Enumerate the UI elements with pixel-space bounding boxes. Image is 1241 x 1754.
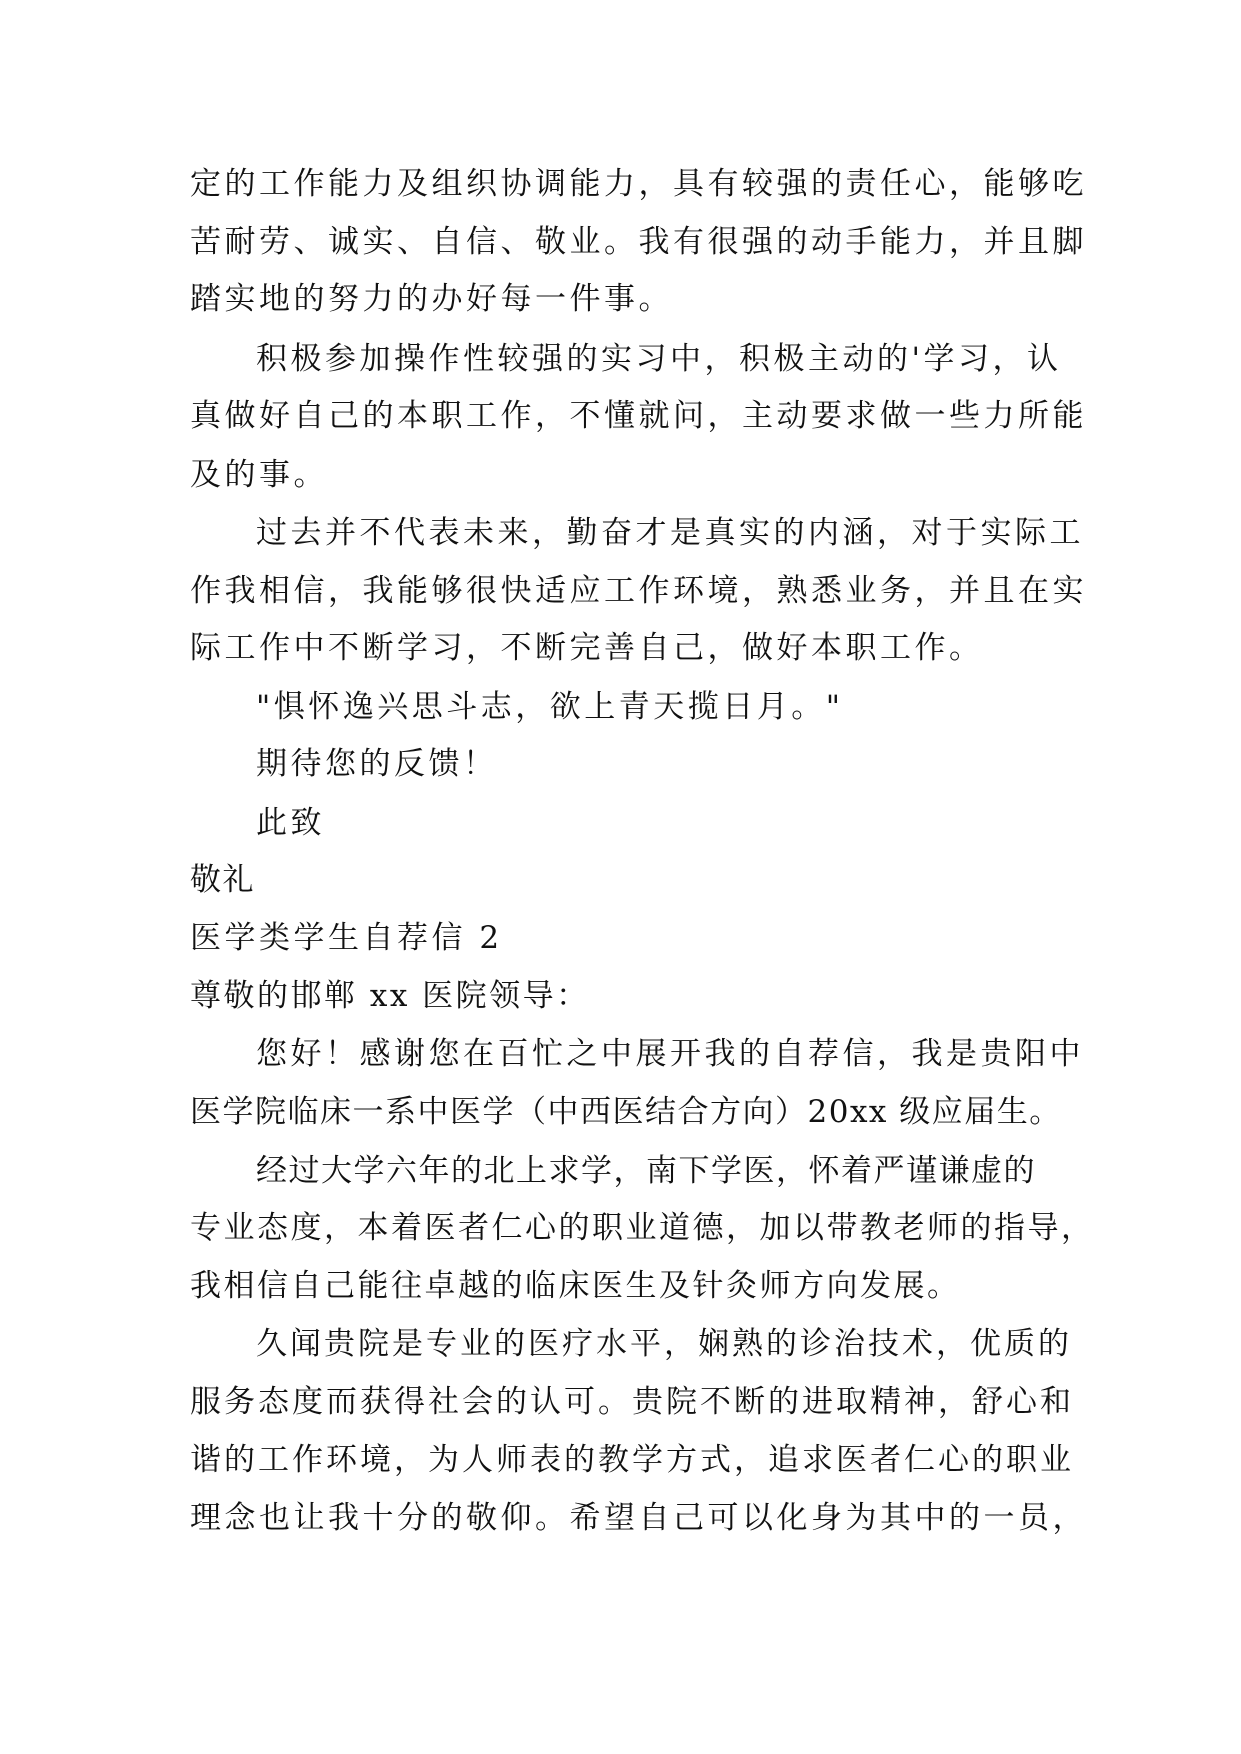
- body-text-line: 我相信自己能往卓越的临床医生及针灸师方向发展。: [190, 1268, 961, 1304]
- body-text-line: 服务态度而获得社会的认可。贵院不断的进取精神，舒心和: [190, 1384, 1074, 1420]
- paragraph-first-line: 您好！感谢您在百忙之中展开我的自荐信，我是贵阳中: [256, 1036, 1084, 1072]
- letter-greeting: 尊敬的邯郸 xx 医院领导：: [190, 978, 590, 1014]
- body-text-line: 踏实地的努力的办好每一件事。: [190, 281, 673, 317]
- paragraph-first-line: 积极参加操作性较强的实习中，积极主动的'学习，认: [256, 341, 1062, 377]
- body-text-line: 定的工作能力及组织协调能力，具有较强的责任心，能够吃: [190, 166, 1087, 202]
- body-text-line: 谐的工作环境，为人师表的教学方式，追求医者仁心的职业: [190, 1442, 1074, 1478]
- section-title: 医学类学生自荐信 2: [190, 920, 503, 956]
- body-text-line: 及的事。: [190, 457, 328, 493]
- paragraph-first-line: 久闻贵院是专业的医疗水平，娴熟的诊治技术，优质的: [256, 1326, 1072, 1362]
- body-text-line: 际工作中不断学习，不断完善自己，做好本职工作。: [190, 630, 984, 666]
- salutation-regards: 敬礼: [190, 862, 255, 898]
- body-text-line: 专业态度，本着医者仁心的职业道德，加以带教老师的指导，: [190, 1210, 1095, 1246]
- paragraph-first-line: 过去并不代表未来，勤奋才是真实的内涵，对于实际工: [256, 515, 1084, 551]
- body-text-line: 医学院临床一系中医学（中西医结合方向）20xx 级应届生。: [190, 1094, 1062, 1130]
- body-text-line: 苦耐劳、诚实、自信、敬业。我有很强的动手能力，并且脚: [190, 224, 1087, 260]
- body-text-line: 真做好自己的本职工作，不懂就问，主动要求做一些力所能: [190, 398, 1087, 434]
- body-text-line: 作我相信，我能够很快适应工作环境，熟悉业务，并且在实: [190, 573, 1087, 609]
- paragraph-first-line: 经过大学六年的北上求学，南下学医，怀着严谨谦虚的: [256, 1153, 1036, 1189]
- quote-line: "惧怀逸兴思斗志，欲上青天揽日月。": [256, 689, 844, 725]
- closing-remark: 期待您的反馈！: [256, 746, 498, 782]
- body-text-line: 理念也让我十分的敬仰。希望自己可以化身为其中的一员，: [190, 1500, 1087, 1536]
- salutation-closing: 此致: [256, 805, 325, 841]
